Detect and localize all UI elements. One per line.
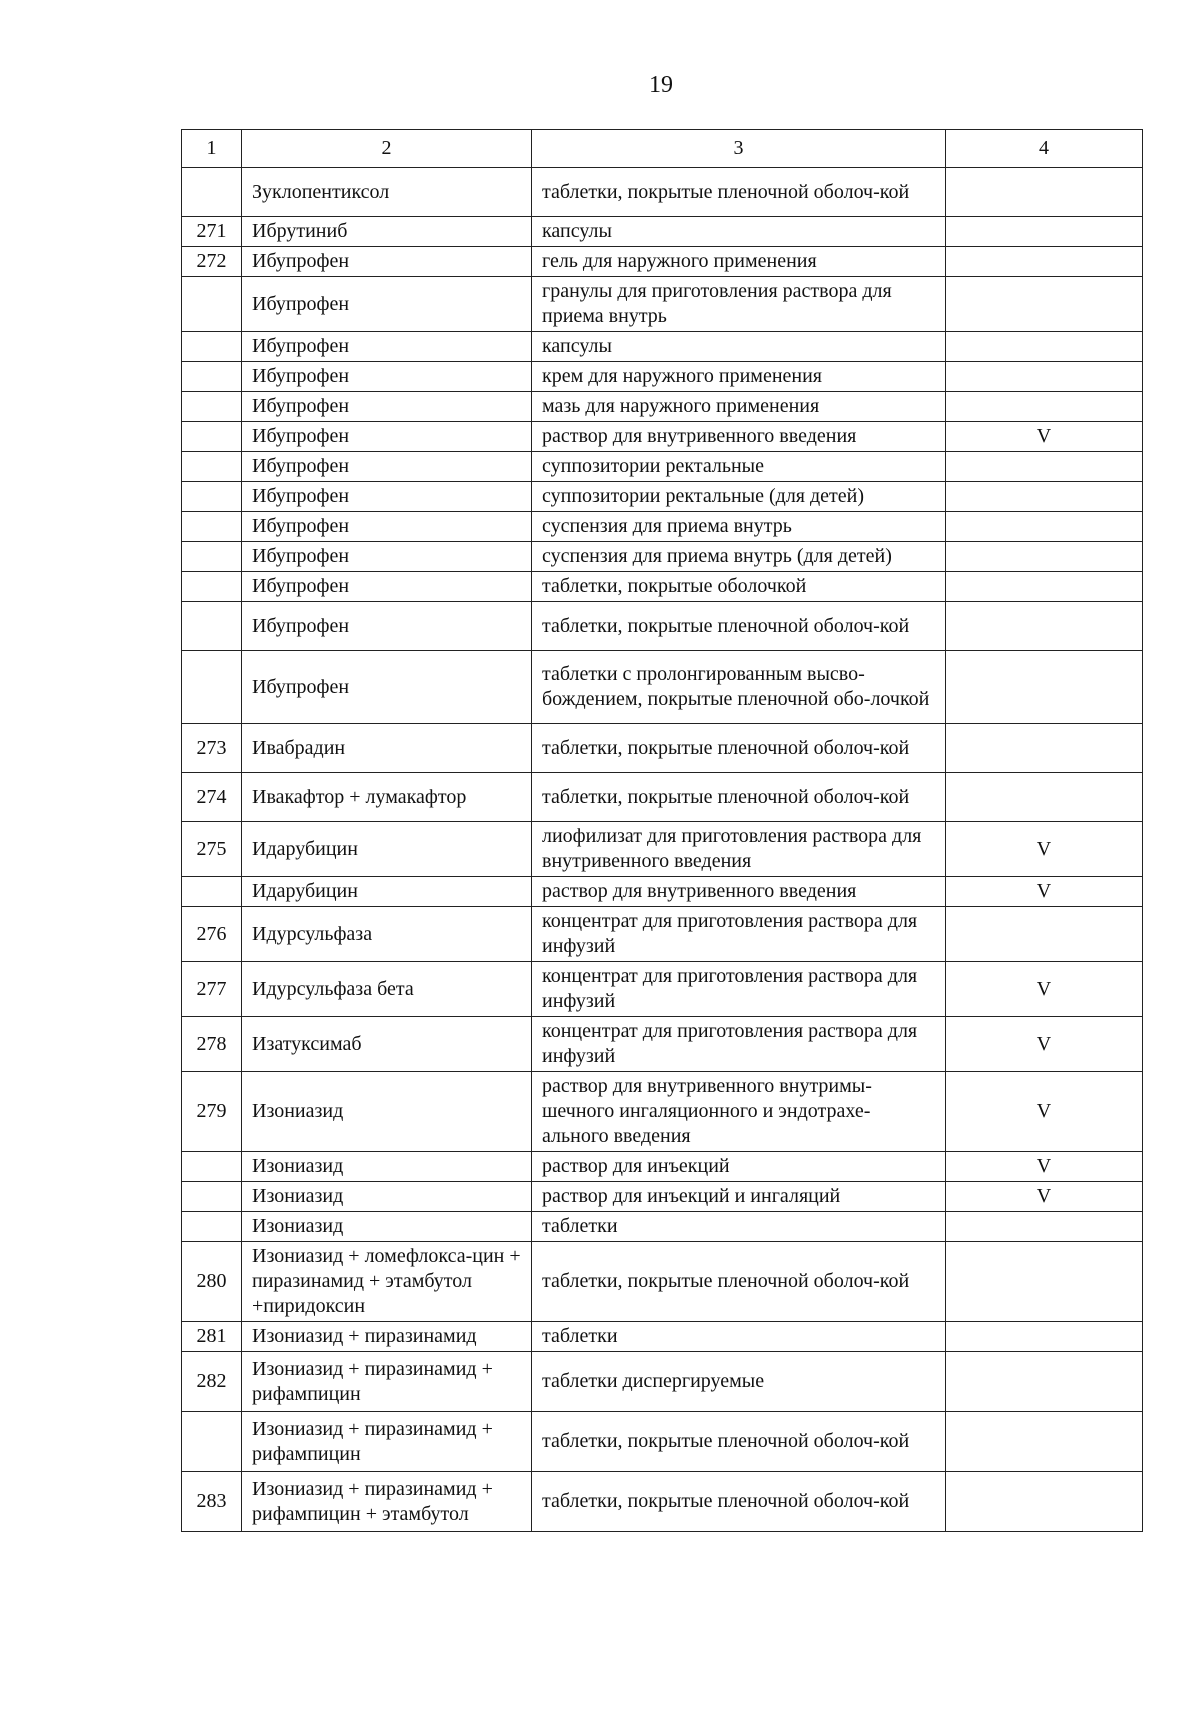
drug-name-cell: Ибупрофен xyxy=(242,277,532,332)
mark-cell xyxy=(946,907,1143,962)
table-row xyxy=(182,1352,1143,1412)
drug-name-cell: Ибупрофен xyxy=(242,651,532,724)
table-row xyxy=(182,452,1143,482)
row-number-cell: 273 xyxy=(182,724,242,773)
mark-cell: V xyxy=(946,1182,1143,1212)
drug-name-cell: Ибупрофен xyxy=(242,332,532,362)
dosage-form-cell: раствор для внутривенного внутримы-шечного ингаляционного и эндотрахе-ального введения xyxy=(532,1072,946,1152)
row-number-cell xyxy=(182,1412,242,1472)
row-number-cell xyxy=(182,572,242,602)
row-number-cell: 276 xyxy=(182,907,242,962)
row-number-cell: 279 xyxy=(182,1072,242,1152)
drug-name-cell: Идурсульфаза xyxy=(242,907,532,962)
table-row xyxy=(182,773,1143,822)
row-number-cell xyxy=(182,602,242,651)
dosage-form-cell: таблетки, покрытые пленочной оболоч-кой xyxy=(532,1242,946,1322)
mark-cell: V xyxy=(946,1152,1143,1182)
row-number-cell xyxy=(182,1152,242,1182)
mark-cell xyxy=(946,1352,1143,1412)
drug-name-cell: Ибупрофен xyxy=(242,602,532,651)
drug-name-cell: Изониазид xyxy=(242,1182,532,1212)
table-row xyxy=(182,392,1143,422)
mark-cell xyxy=(946,332,1143,362)
dosage-form-cell: таблетки xyxy=(532,1212,946,1242)
dosage-form-cell: суспензия для приема внутрь (для детей) xyxy=(532,542,946,572)
dosage-form-cell: раствор для инъекций и ингаляций xyxy=(532,1182,946,1212)
drug-name-cell: Ибупрофен xyxy=(242,512,532,542)
table-row xyxy=(182,1152,1143,1182)
drug-name-cell: Ибупрофен xyxy=(242,247,532,277)
mark-cell xyxy=(946,392,1143,422)
drug-name-cell: Ивакафтор + лумакафтор xyxy=(242,773,532,822)
drug-name-cell: Изониазид xyxy=(242,1152,532,1182)
dosage-form-cell: таблетки, покрытые пленочной оболоч-кой xyxy=(532,724,946,773)
dosage-form-cell: суппозитории ректальные xyxy=(532,452,946,482)
drug-name-cell: Изониазид + пиразинамид + рифампицин + этамбутол xyxy=(242,1472,532,1532)
table-row xyxy=(182,168,1143,217)
table-row xyxy=(182,907,1143,962)
drug-name-cell: Ибупрофен xyxy=(242,452,532,482)
drug-name-cell: Идарубицин xyxy=(242,877,532,907)
drug-name-cell: Изатуксимаб xyxy=(242,1017,532,1072)
dosage-form-cell: концентрат для приготовления раствора для инфузий xyxy=(532,1017,946,1072)
row-number-cell xyxy=(182,1182,242,1212)
mark-cell xyxy=(946,724,1143,773)
mark-cell xyxy=(946,1412,1143,1472)
drug-name-cell: Идарубицин xyxy=(242,822,532,877)
row-number-cell xyxy=(182,542,242,572)
row-number-cell: 278 xyxy=(182,1017,242,1072)
row-number-cell xyxy=(182,1212,242,1242)
row-number-cell: 274 xyxy=(182,773,242,822)
drug-name-cell: Изониазид + пиразинамид xyxy=(242,1322,532,1352)
mark-cell xyxy=(946,773,1143,822)
row-number-cell xyxy=(182,168,242,217)
table-row xyxy=(182,602,1143,651)
row-number-cell xyxy=(182,877,242,907)
table-row xyxy=(182,724,1143,773)
row-number-cell: 280 xyxy=(182,1242,242,1322)
row-number-cell: 271 xyxy=(182,217,242,247)
dosage-form-cell: таблетки с пролонгированным высво-бождением, покрытые пленочной обо-лочкой xyxy=(532,651,946,724)
table-row xyxy=(182,1242,1143,1322)
table-row xyxy=(182,1212,1143,1242)
row-number-cell xyxy=(182,651,242,724)
dosage-form-cell: таблетки, покрытые пленочной оболоч-кой xyxy=(532,602,946,651)
drug-name-cell: Ибупрофен xyxy=(242,422,532,452)
mark-cell: V xyxy=(946,422,1143,452)
table-row xyxy=(182,1017,1143,1072)
mark-cell: V xyxy=(946,877,1143,907)
row-number-cell: 282 xyxy=(182,1352,242,1412)
column-header-1: 1 xyxy=(182,130,242,168)
column-header-2: 2 xyxy=(242,130,532,168)
table-row xyxy=(182,217,1143,247)
table-row xyxy=(182,1472,1143,1532)
dosage-form-cell: суппозитории ректальные (для детей) xyxy=(532,482,946,512)
mark-cell xyxy=(946,482,1143,512)
table-row xyxy=(182,247,1143,277)
drug-name-cell: Ивабрадин xyxy=(242,724,532,773)
mark-cell xyxy=(946,1242,1143,1322)
column-header-4: 4 xyxy=(946,130,1143,168)
mark-cell: V xyxy=(946,1072,1143,1152)
mark-cell xyxy=(946,362,1143,392)
mark-cell: V xyxy=(946,962,1143,1017)
mark-cell xyxy=(946,512,1143,542)
drug-name-cell: Ибупрофен xyxy=(242,482,532,512)
mark-cell xyxy=(946,1472,1143,1532)
table-row xyxy=(182,362,1143,392)
dosage-form-cell: таблетки xyxy=(532,1322,946,1352)
drug-name-cell: Ибупрофен xyxy=(242,362,532,392)
mark-cell xyxy=(946,651,1143,724)
dosage-form-cell: концентрат для приготовления раствора для инфузий xyxy=(532,907,946,962)
dosage-form-cell: капсулы xyxy=(532,332,946,362)
page-number: 19 xyxy=(649,72,673,98)
table-row xyxy=(182,332,1143,362)
drug-table xyxy=(181,129,1143,1532)
row-number-cell: 272 xyxy=(182,247,242,277)
row-number-cell xyxy=(182,422,242,452)
table-row xyxy=(182,1182,1143,1212)
table-row xyxy=(182,542,1143,572)
dosage-form-cell: раствор для внутривенного введения xyxy=(532,422,946,452)
table-row xyxy=(182,962,1143,1017)
mark-cell xyxy=(946,247,1143,277)
dosage-form-cell: концентрат для приготовления раствора для инфузий xyxy=(532,962,946,1017)
drug-name-cell: Изониазид + пиразинамид + рифампицин xyxy=(242,1352,532,1412)
table-row xyxy=(182,1322,1143,1352)
table-row xyxy=(182,572,1143,602)
row-number-cell: 283 xyxy=(182,1472,242,1532)
dosage-form-cell: гель для наружного применения xyxy=(532,247,946,277)
table-row xyxy=(182,277,1143,332)
table-row xyxy=(182,512,1143,542)
row-number-cell: 275 xyxy=(182,822,242,877)
mark-cell xyxy=(946,452,1143,482)
column-header-3: 3 xyxy=(532,130,946,168)
row-number-cell xyxy=(182,452,242,482)
dosage-form-cell: таблетки, покрытые пленочной оболоч-кой xyxy=(532,773,946,822)
dosage-form-cell: таблетки, покрытые оболочкой xyxy=(532,572,946,602)
table-row xyxy=(182,877,1143,907)
mark-cell xyxy=(946,542,1143,572)
drug-name-cell: Изониазид xyxy=(242,1072,532,1152)
mark-cell xyxy=(946,1322,1143,1352)
table-row xyxy=(182,1412,1143,1472)
table-row xyxy=(182,482,1143,512)
mark-cell: V xyxy=(946,822,1143,877)
table-row xyxy=(182,822,1143,877)
dosage-form-cell: таблетки, покрытые пленочной оболоч-кой xyxy=(532,168,946,217)
mark-cell: V xyxy=(946,1017,1143,1072)
mark-cell xyxy=(946,168,1143,217)
drug-name-cell: Ибупрофен xyxy=(242,572,532,602)
dosage-form-cell: раствор для внутривенного введения xyxy=(532,877,946,907)
dosage-form-cell: крем для наружного применения xyxy=(532,362,946,392)
dosage-form-cell: суспензия для приема внутрь xyxy=(532,512,946,542)
dosage-form-cell: таблетки, покрытые пленочной оболоч-кой xyxy=(532,1412,946,1472)
drug-name-cell: Изониазид + пиразинамид + рифампицин xyxy=(242,1412,532,1472)
drug-name-cell: Идурсульфаза бета xyxy=(242,962,532,1017)
dosage-form-cell: таблетки, покрытые пленочной оболоч-кой xyxy=(532,1472,946,1532)
table-row xyxy=(182,422,1143,452)
mark-cell xyxy=(946,217,1143,247)
row-number-cell xyxy=(182,392,242,422)
row-number-cell xyxy=(182,482,242,512)
row-number-cell xyxy=(182,362,242,392)
row-number-cell: 281 xyxy=(182,1322,242,1352)
dosage-form-cell: лиофилизат для приготовления раствора для внутривенного введения xyxy=(532,822,946,877)
row-number-cell xyxy=(182,277,242,332)
mark-cell xyxy=(946,1212,1143,1242)
drug-name-cell: Ибрутиниб xyxy=(242,217,532,247)
drug-name-cell: Ибупрофен xyxy=(242,542,532,572)
table-header-row xyxy=(182,130,1143,168)
drug-name-cell: Ибупрофен xyxy=(242,392,532,422)
drug-name-cell: Изониазид + ломефлокса-цин + пиразинамид + этамбутол +пиридоксин xyxy=(242,1242,532,1322)
dosage-form-cell: раствор для инъекций xyxy=(532,1152,946,1182)
drug-name-cell: Зуклопентиксол xyxy=(242,168,532,217)
table-row xyxy=(182,1072,1143,1152)
drug-name-cell: Изониазид xyxy=(242,1212,532,1242)
mark-cell xyxy=(946,602,1143,651)
mark-cell xyxy=(946,572,1143,602)
row-number-cell: 277 xyxy=(182,962,242,1017)
dosage-form-cell: капсулы xyxy=(532,217,946,247)
row-number-cell xyxy=(182,332,242,362)
row-number-cell xyxy=(182,512,242,542)
dosage-form-cell: мазь для наружного применения xyxy=(532,392,946,422)
dosage-form-cell: таблетки диспергируемые xyxy=(532,1352,946,1412)
mark-cell xyxy=(946,277,1143,332)
table-row xyxy=(182,651,1143,724)
dosage-form-cell: гранулы для приготовления раствора для приема внутрь xyxy=(532,277,946,332)
